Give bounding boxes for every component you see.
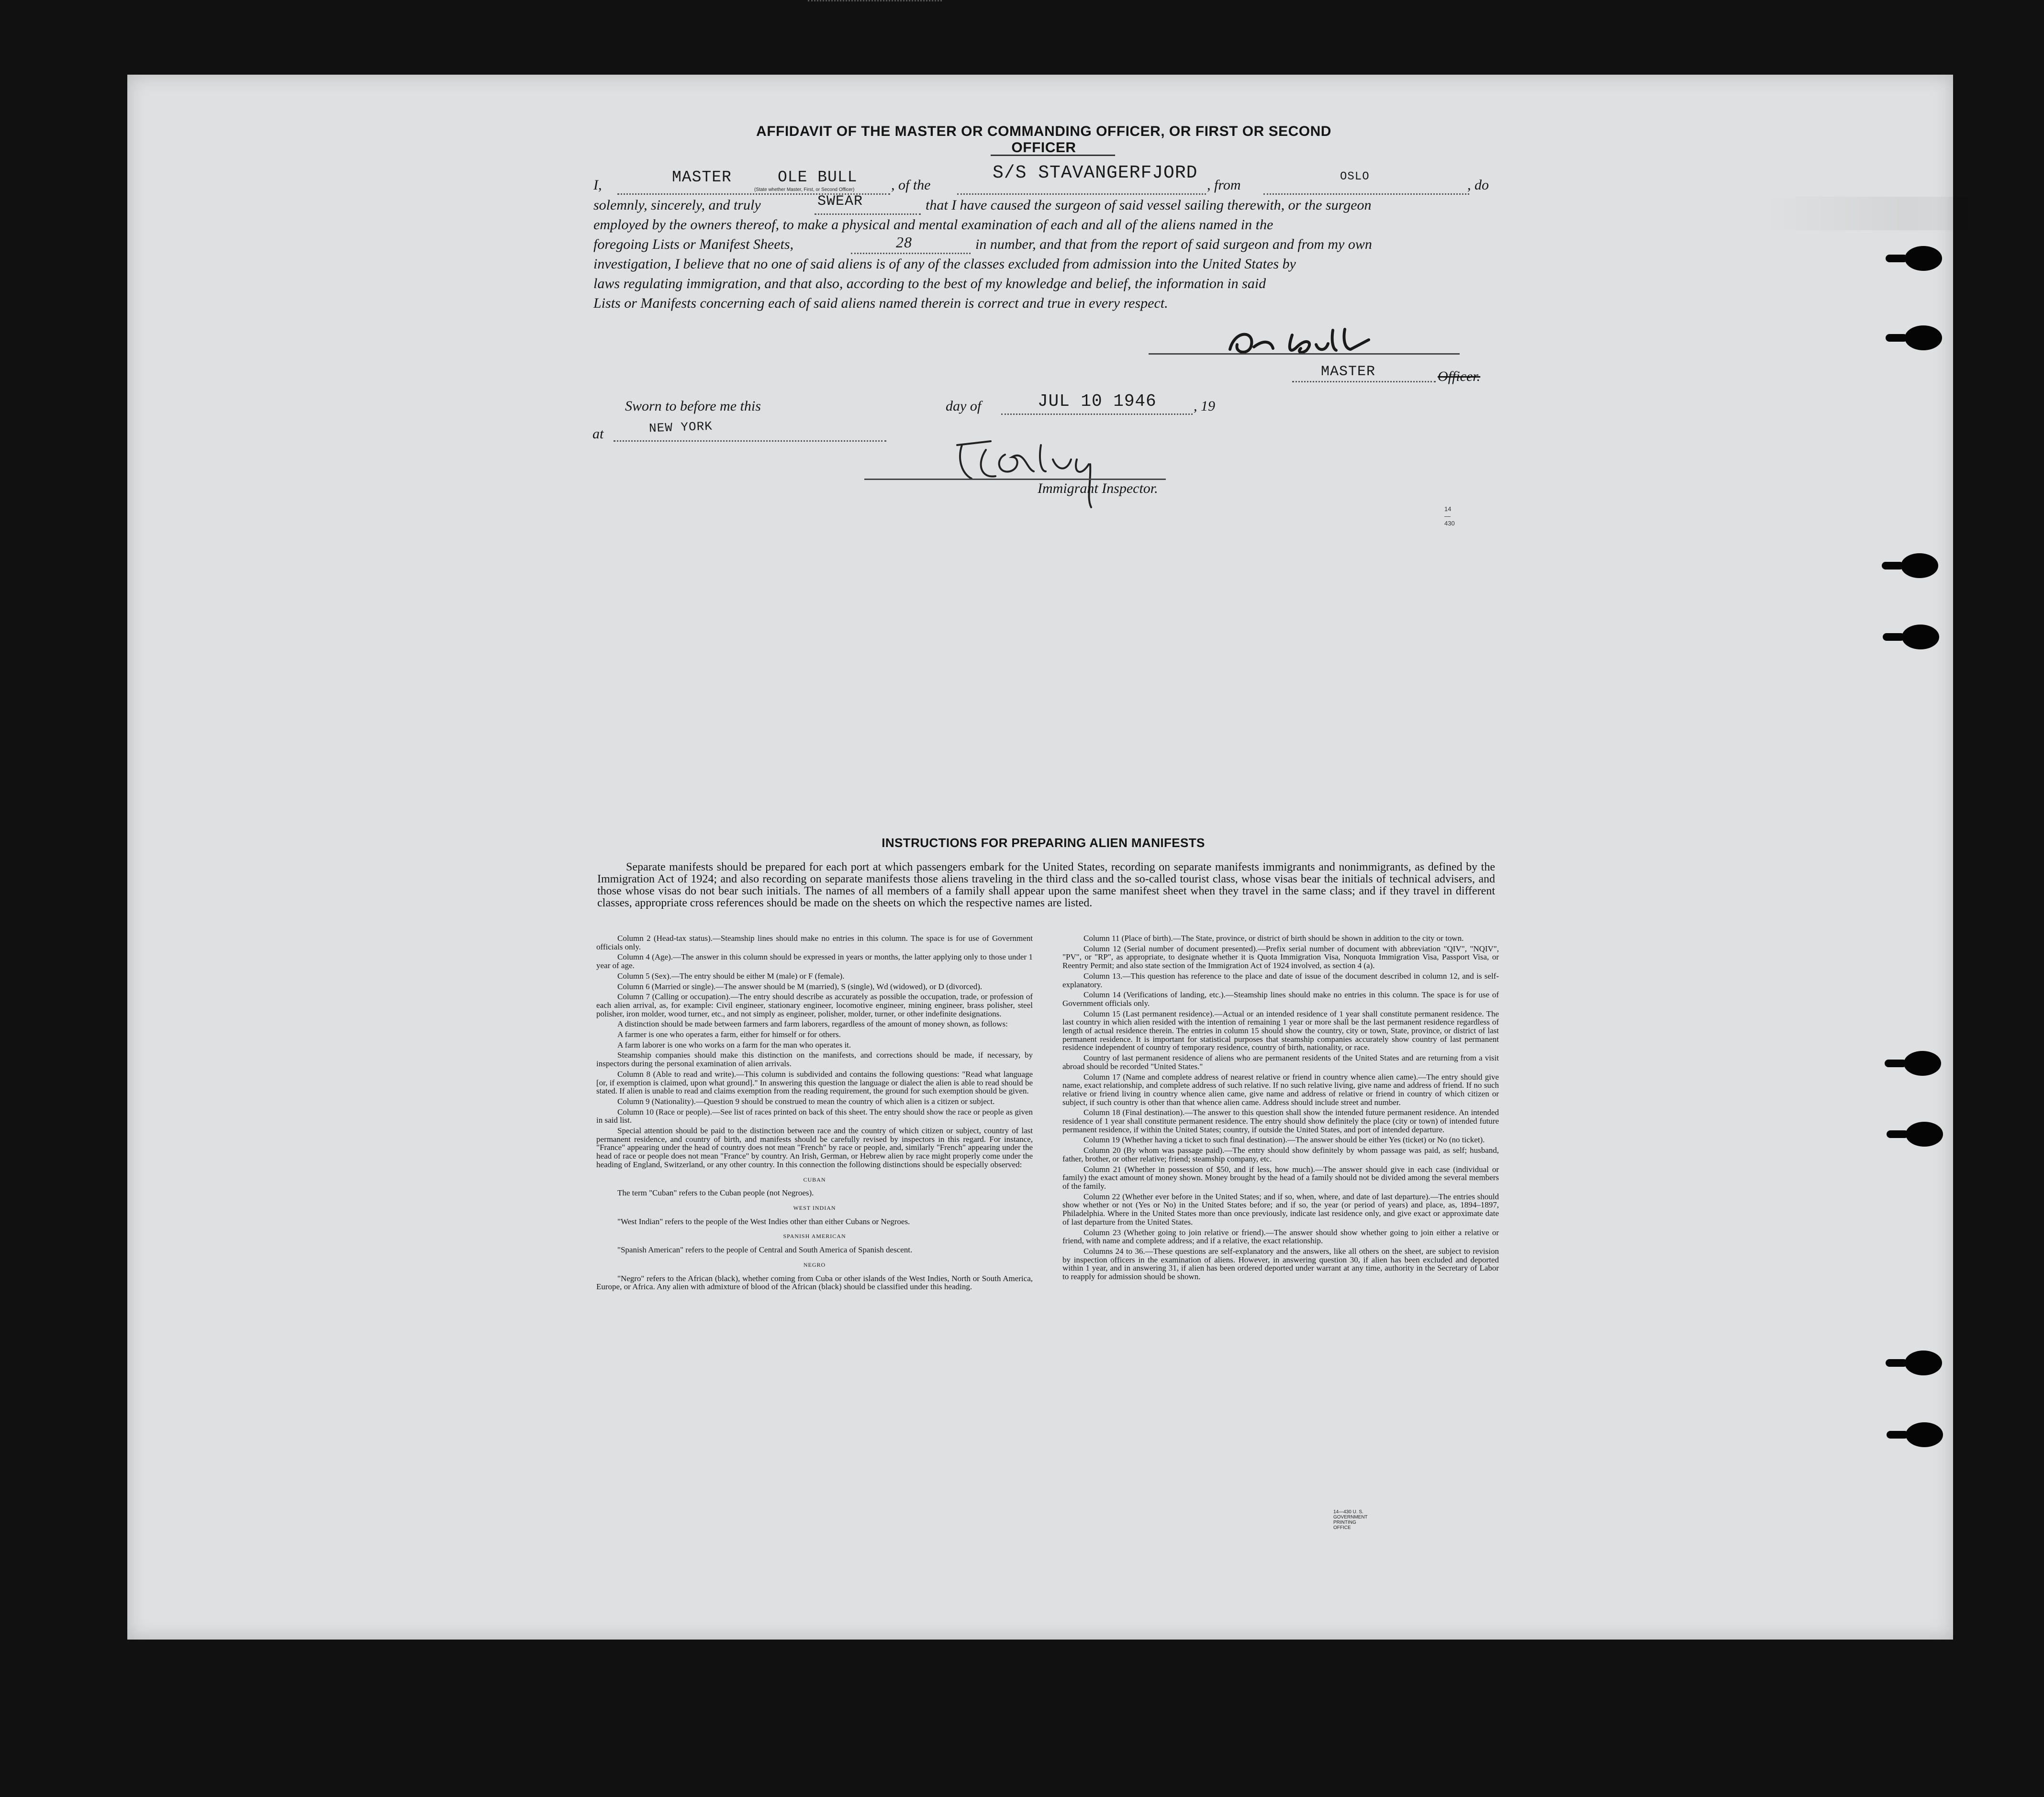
instruction-paragraph: Columns 24 to 36.—These questions are self-explanatory and the answers, like all others on the sheet, are subject to revision by inspection officers in the examination of aliens. However, in answering question 30, if alien has been excluded and deported within 1 year, and in answering 31, if alien has been ordered deported under warrant at any time, authority in the Secretary of Labor to reapply for admission should be shown. [1062,1246,1499,1282]
port-value: OSLO [1340,170,1370,183]
inspector-line [864,479,1166,480]
punch-hole-icon [1901,553,1938,578]
negro-text: "Negro" refers to the African (black), whether coming from Cuba or other islands of the West Indies, North or South America, Europe, or Africa. Any alien with admixture of blood of the African (black) should be classified under this heading. [596,1273,1033,1292]
instruction-paragraph: Column 12 (Serial number of document presented).—Prefix serial number of document with abbreviation "QIV", "NQIV", "PV", or "RP", as appropriate, to designate whether it is Quota Immigration Visa, Nonquota Immigration Visa, Passport Visa, or Reentry Permit; and also state section of the Immigration Act of 1924 involved, as section 4 (a). [1062,944,1499,971]
west-indian-text: "West Indian" refers to the people of the West Indies other than either Cubans or Negroes. [617,1217,910,1226]
spanish-american-text: "Spanish American" refers to the people of Central and South America of Spanish descent. [617,1245,913,1255]
signature-title-label: Officer. [1438,368,1481,384]
negro-heading: NEGRO [803,1261,826,1268]
year-label: , 19 [1194,398,1215,414]
affidavit-line2-suffix: that I have caused the surgeon of said vessel sailing therewith, or the surgeon [926,197,1372,213]
sworn-prefix: Sworn to before me this [625,398,761,414]
affidavit-line4-prefix: foregoing Lists or Manifest Sheets, [593,236,794,252]
instruction-paragraph: Column 22 (Whether ever before in the United States; and if so, when, where, and date of last departure).—The entries should show whether or not (Yes or No) in the United States before; and if so, the year (or period of years) and place, as, 1894–1897, Philadelphia. Where in the United States more than once previously, indicate last residence only, and give exact or approximate date of last departure from the United States. [1062,1192,1499,1227]
rank-note: (State whether Master, First, or Second Officer) [754,187,855,192]
instructions-intro: Separate manifests should be prepared for each port at which passengers embark for the United States, recording on separate manifests immigrants and nonimmigrants, as defined by the Immigration Act of 1924; and also recording on separate manifests those aliens traveling in the third class and the so-called tourist class, whose visas bear the initials of technical advisers, and those whose visas do not bear such initials. The names of all members of a family shall appear upon the same manifest sheet when they travel in the same class; and if they travel in different classes, appropriate cross references should be made on the sheets on which the respective names are listed. [597,861,1495,909]
instruction-paragraph: Column 11 (Place of birth).—The State, province, or district of birth should be shown in addition to the city or town. [1083,934,1464,943]
printing-office-code: 14—430 U. S. GOVERNMENT PRINTING OFFICE [1333,1509,1368,1530]
cuban-text: The term "Cuban" refers to the Cuban people (not Negroes). [617,1188,814,1198]
instruction-paragraph: Steamship companies should make this distinction on the manifests, and corrections should be made, if necessary, by inspectors during the personal examination of alien arrivals. [596,1050,1033,1069]
affidavit-line4-suffix: in number, and that from the report of said surgeon and from my own [975,236,1372,252]
instruction-paragraph: Column 6 (Married or single).—The answer should be M (married), S (single), Wd (widowed), or D (divorced). [617,982,983,991]
day-blank [808,0,942,1]
instruction-paragraph: Column 7 (Calling or occupation).—The entry should describe as accurately as possible the occupation, trade, or profession of each alien arrival, as, for example: Civil engineer, stationary engineer, locomotive engineer, mining engineer, brass polisher, steel polisher, iron molder, wood turner, etc., and not simply as engineer, polisher, molder, turner, or other indefinite designations. [596,992,1033,1018]
sworn-place-value: NEW YORK [648,419,713,436]
affidavit-line1-prefix: I, [593,177,602,193]
instruction-paragraph: Column 2 (Head-tax status).—Steamship lines should make no entries in this column. The space is for use of Government officials only. [596,934,1033,951]
sworn-date-value: JUL 10 1946 [1038,391,1157,411]
signature-title-blank [1292,381,1436,382]
oath-value: SWEAR [817,193,863,210]
form-number: 14—430 [1444,505,1455,527]
instruction-paragraph: Column 13.—This question has reference to the place and date of issue of the document described in column 12, and is self-explanatory. [1062,971,1499,989]
punch-hole-icon [1905,246,1942,271]
sheet-count-value: 28 [896,234,912,251]
instruction-paragraph: Column 5 (Sex).—The entry should be either M (male) or F (female). [617,971,845,981]
bleed-through-shadow [1764,197,2044,230]
affidavit-line3: employed by the owners thereof, to make a physical and mental examination of each and all of the aliens named in the [593,217,1273,233]
inspector-label: Immigrant Inspector. [1038,480,1158,496]
instruction-paragraph: Column 23 (Whether going to join relative or friend).—The answer should show whether going to join either a relative or friend, with name and complete address; and if a relative, the exact relationship. [1062,1228,1499,1246]
instruction-paragraph: Column 20 (By whom was passage paid).—The entry should show definitely by whom passage was paid, as self; husband, father, brother, or other relative; friend; steamship company, etc. [1062,1146,1499,1163]
punch-hole-icon [1906,1122,1943,1147]
affidavit-line2-prefix: solemnly, sincerely, and truly [593,197,761,213]
instructions-right-column [1062,934,1499,1283]
instruction-paragraph: Special attention should be paid to the distinction between race and the country of which citizen or subject, country of last permanent residence, and country of birth, and manifests should be carefully revised by inspectors in this regard. For instance, "France" appearing under the head of country does not mean "French" by race or people, and, similarly "French" appearing under the head of race or people does not mean "France" by country. An Irish, German, or Hebrew alien by race might properly come under the heading of England, Switzerland, or any other country. In this connection the following distinctions should be especially observed: [596,1126,1033,1169]
punch-hole-icon [1905,325,1942,350]
at-label: at [592,426,604,442]
affidavit-line6: laws regulating immigration, and that also, according to the best of my knowledge and belief, the information in said [593,276,1266,291]
instruction-paragraph: Column 19 (Whether having a ticket to such final destination).—The answer should be either Yes (ticket) or No (no ticket). [1083,1135,1485,1145]
rank-value: MASTER [672,168,732,186]
punch-hole-icon [1905,1351,1942,1375]
west-indian-heading: WEST INDIAN [793,1204,836,1211]
instruction-paragraph: A distinction should be made between farmers and farm laborers, regardless of the amount of money shown, as follows: [617,1019,1008,1029]
affidavit-line5: investigation, I believe that no one of said aliens is of any of the classes excluded from admission into the United States by [593,256,1296,272]
place-blank [614,440,886,442]
instruction-paragraph: Column 17 (Name and complete address of nearest relative or friend in country whence alien came).—The entry should give name, exact relationship, and complete address of such relative. If no such relative living, give name and address of friend. If no such relative or friend living in country whence alien came, give name and address of relative or friend in country of which citizen or subject, if such country is other than that whence alien came. Address should include street and number. [1062,1072,1499,1107]
title-divider [991,155,1115,156]
instructions-title: INSTRUCTIONS FOR PREPARING ALIEN MANIFESTS [882,836,1205,850]
affidavit-line7: Lists or Manifests concerning each of said aliens named therein is correct and true in every respect. [593,295,1168,311]
instruction-paragraph: Column 14 (Verifications of landing, etc.).—Steamship lines should make no entries in this column. The space is for use of Government officials only. [1062,990,1499,1008]
vessel-blank [957,193,1206,195]
port-blank [1263,193,1469,195]
vessel-value: S/S STAVANGERFJORD [993,163,1198,183]
cuban-heading: CUBAN [803,1176,826,1183]
instruction-paragraph: Column 4 (Age).—The answer in this column should be expressed in years or months, the latter applying only to those under 1 year of age. [596,952,1033,971]
do-label: , do [1467,177,1489,193]
affidavit-title: AFFIDAVIT OF THE MASTER OR COMMANDING OFFICER, OR FIRST OR SECOND OFFICER [756,123,1331,156]
of-the-label: , of the [891,177,931,193]
instructions-left-column [596,934,1033,1293]
master-signature [1225,321,1426,364]
inspector-signature [948,431,1129,512]
instruction-paragraph: A farm laborer is one who works on a farm for the man who operates it. [617,1040,851,1049]
punch-hole-icon [1904,1051,1941,1076]
sheet-count-blank [851,253,971,254]
instruction-paragraph: Column 18 (Final destination).—The answer to this question shall show the intended future permanent residence. An intended residence of 1 year shall constitute permanent residence. The entry should show definitely the place (city or town) of intended future permanent residence, if within the United States; country, if outside the United States, and port of intended departure. [1062,1108,1499,1134]
day-of-label: day of [946,398,982,414]
instruction-paragraph: Country of last permanent residence of aliens who are permanent residents of the United States and are returning from a visit abroad should be recorded "United States." [1062,1053,1499,1071]
instruction-paragraph: Column 15 (Last permanent residence).—Actual or an intended residence of 1 year shall constitute permanent residence. The last country in which alien resided with the intention of remaining 1 year or more shall be the last permanent residence regardless of length of actual residence therein. The entries in column 15 should show the country, city or town, State, province, or district of last permanent residence. It is important for statistical purposes that steamship companies accurately show country of last permanent residence independent of country of temporary residence, country of birth, nationality, or race. [1062,1009,1499,1052]
date-blank [1001,413,1193,415]
instruction-paragraph: A farmer is one who operates a farm, either for himself or for others. [617,1030,841,1039]
from-label: , from [1207,177,1241,193]
spanish-american-heading: SPANISH AMERICAN [783,1233,846,1240]
signature-line [1149,353,1460,355]
instruction-paragraph: Column 8 (Able to read and write).—This column is subdivided and contains the following questions: "Read what language [or, if exemption is claimed, upon what ground]." In answering this question the language or dialect the alien is able to read should be stated. If alien is unable to read and claims exemption from the reading requirement, the ground for such exemption should be given. [596,1069,1033,1096]
signature-title-value: MASTER [1321,364,1376,380]
instruction-paragraph: Column 21 (Whether in possession of $50, and if less, how much).—The answer should give in each case (individual or family) the exact amount of money shown. Money brought by the head of a family should not be divided among the several members of the family. [1062,1164,1499,1191]
instruction-paragraph: Column 9 (Nationality).—Question 9 should be construed to mean the country of which alien is a citizen or subject. [617,1096,995,1106]
instruction-paragraph: Column 10 (Race or people).—See list of races printed on back of this sheet. The entry should show the race or people as given in said list. [596,1107,1033,1125]
punch-hole-icon [1902,625,1939,649]
oath-blank [815,213,921,215]
punch-hole-icon [1906,1422,1943,1447]
officer-name-value: OLE BULL [778,168,858,186]
